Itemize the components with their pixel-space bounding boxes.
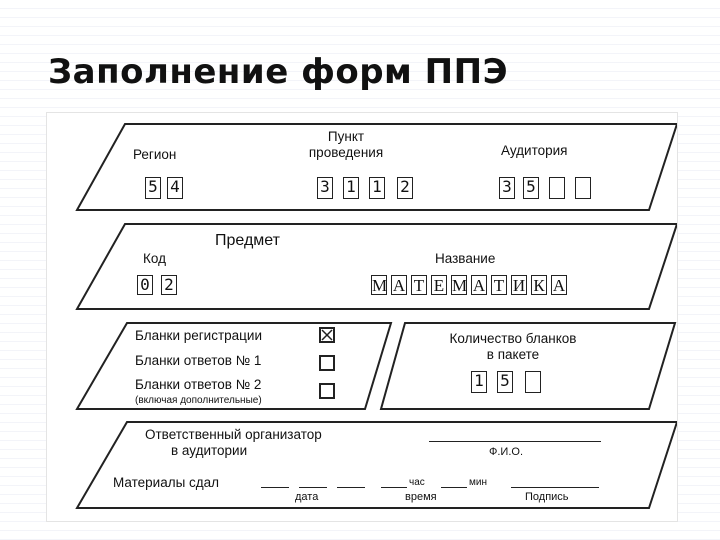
name-label: Название <box>435 251 496 266</box>
answers1-checkbox[interactable] <box>319 355 335 371</box>
registration-checkbox[interactable] <box>319 327 335 343</box>
name-letter-1[interactable]: М <box>372 276 388 295</box>
signature-line[interactable] <box>511 487 599 488</box>
checked-x-icon <box>321 329 333 341</box>
code-digit-1[interactable]: 0 <box>137 275 153 295</box>
subject-label: Предмет <box>215 232 280 249</box>
date-label: дата <box>295 491 319 503</box>
name-letter-6[interactable]: А <box>472 276 486 295</box>
signature-label: Подпись <box>525 491 569 503</box>
point-digit-2[interactable]: 1 <box>343 177 359 199</box>
point-digit-3[interactable]: 1 <box>369 177 385 199</box>
count-label-2: в пакете <box>486 347 540 362</box>
answers2-checkbox[interactable] <box>319 383 335 399</box>
count-digit-2[interactable]: 5 <box>497 371 513 393</box>
auditorium-digit-4[interactable] <box>575 177 591 199</box>
auditorium-digit-3[interactable] <box>549 177 565 199</box>
answers1-label: Бланки ответов № 1 <box>135 353 262 368</box>
auditorium-digit-2[interactable]: 5 <box>523 177 539 199</box>
fio-label: Ф.И.О. <box>489 446 523 458</box>
region-label: Регион <box>133 147 177 162</box>
point-label-1: Пункт <box>327 129 365 144</box>
auditorium-digit-1[interactable]: 3 <box>499 177 515 199</box>
date-year-line[interactable] <box>337 487 365 488</box>
count-digit-3[interactable] <box>525 371 541 393</box>
auditorium-label: Аудитория <box>501 143 568 158</box>
fio-line[interactable] <box>429 441 601 442</box>
name-letter-9[interactable]: К <box>531 275 547 295</box>
materials-label: Материалы сдал <box>113 475 220 490</box>
name-letter-4[interactable]: Е <box>431 275 447 295</box>
form-frames <box>47 113 677 521</box>
form-image <box>46 112 678 522</box>
code-label: Код <box>143 251 166 266</box>
answers2-label: Бланки ответов № 2 <box>135 377 262 392</box>
hour-line[interactable] <box>381 487 407 488</box>
answers2-note: (включая дополнительные) <box>135 395 262 406</box>
organizer-label-1: Ответственный организатор <box>145 427 322 442</box>
point-digit-1[interactable]: 3 <box>317 177 333 199</box>
name-letter-7[interactable]: Т <box>491 275 507 295</box>
registration-label: Бланки регистрации <box>135 328 262 343</box>
hour-label: час <box>409 477 425 488</box>
count-label-1: Количество бланков <box>449 331 577 346</box>
date-day-line[interactable] <box>261 487 289 488</box>
count-digit-1[interactable]: 1 <box>471 371 487 393</box>
region-digit-2[interactable]: 4 <box>167 177 183 199</box>
name-letter-3[interactable]: Т <box>411 275 427 295</box>
section-2-frame <box>77 224 677 309</box>
minute-label: мин <box>469 477 487 488</box>
name-letter-10[interactable]: А <box>552 276 566 295</box>
name-letter-5[interactable]: М <box>452 276 468 295</box>
name-letter-8[interactable]: И <box>512 276 526 295</box>
slide-title: Заполнение форм ППЭ <box>48 52 509 92</box>
organizer-label-2: в аудитории <box>171 443 248 458</box>
name-letter-2[interactable]: А <box>392 276 406 295</box>
code-digit-2[interactable]: 2 <box>161 275 177 295</box>
point-digit-4[interactable]: 2 <box>397 177 413 199</box>
region-digit-1[interactable]: 5 <box>145 177 161 199</box>
time-label: время <box>405 491 437 503</box>
point-label-2: проведения <box>308 145 384 160</box>
date-month-line[interactable] <box>299 487 327 488</box>
minute-line[interactable] <box>441 487 467 488</box>
